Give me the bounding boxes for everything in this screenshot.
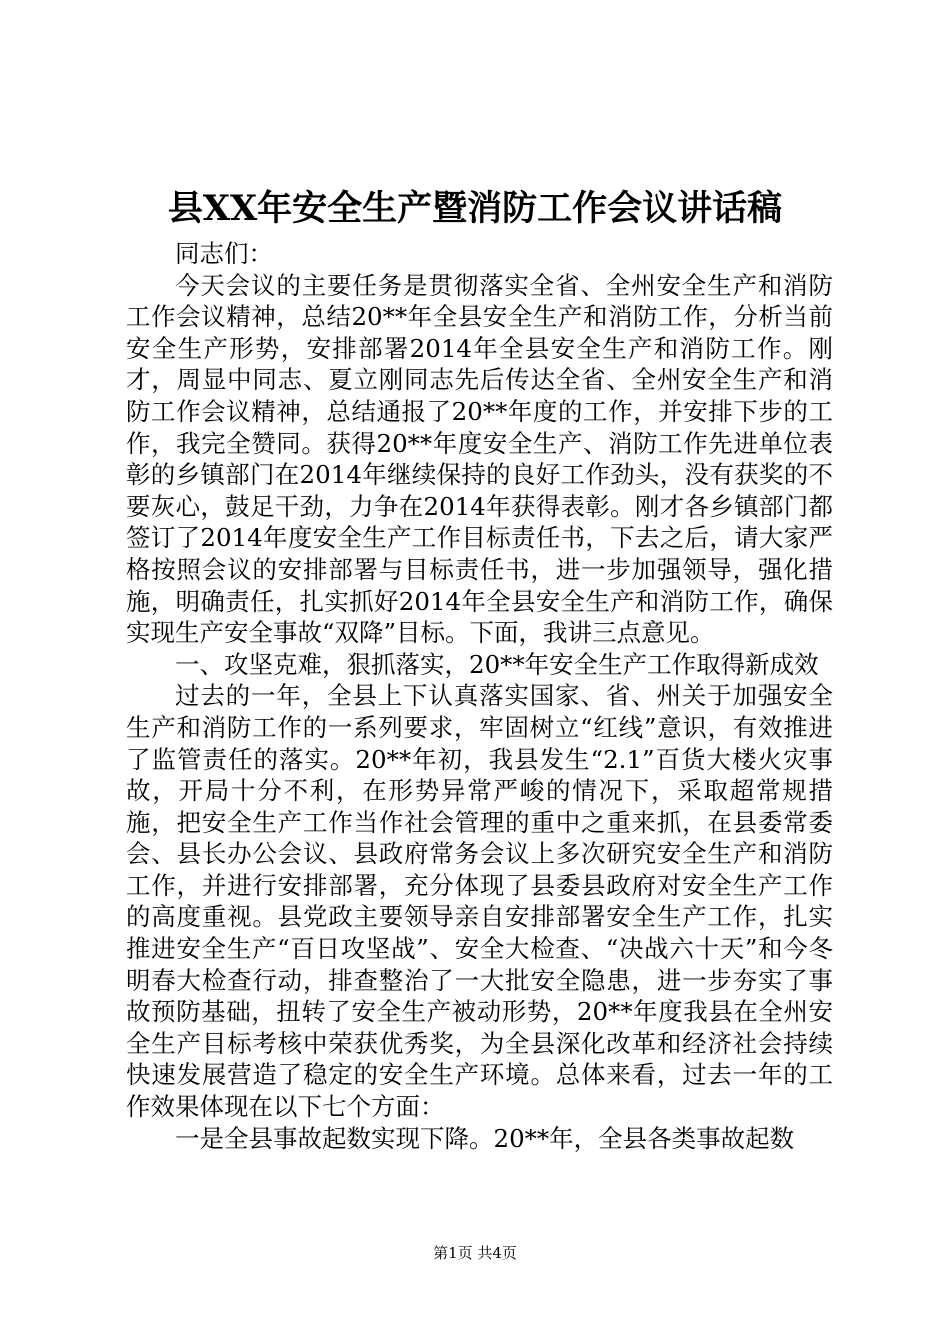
section-heading-1: 一、攻坚克难，狠抓落实，20**年安全生产工作取得新成效 [175, 649, 819, 679]
salutation: 同志们： [175, 239, 273, 268]
document-title: 县XX年安全生产暨消防工作会议讲话稿 [167, 188, 783, 229]
paragraph-intro: 今天会议的主要任务是贯彻落实全省、全州安全生产和消防工作会议精神，总结20**年全县安全生产和消防工作，分析当前安全生产形势，安排部署2014年全县安全生产和消防工作。刚才，周显中同志、夏立刚同志先后传达全省、全州安全生产和消防工作会议精神，总结通报了20**年度的工作，并安排下步的工作，我完全赞同。获得20**年度安全生产、消防工作先进单位表彰的乡镇部门在2014年继续保持的良好工作劲头，没有获奖的不要灰心，鼓足干劲，力争在2014年获得表彰。刚才各乡镇部门都签订了2014年度安全生产工作目标责任书，下去之后，请大家严格按照会议的安排部署与目标责任书，进一步加强领导，强化措施，明确责任，扎实抓好2014年全县安全生产和消防工作，确保实现生产安全事故“双降”目标。下面，我讲三点意见。 [126, 270, 833, 648]
paragraph-point-1: 一是全县事故起数实现下降。20**年，全县各类事故起数 [175, 1123, 795, 1153]
page-footer: 第1页 共4页 [433, 1244, 517, 1262]
paragraph-review: 过去的一年，全县上下认真落实国家、省、州关于加强安全生产和消防工作的一系列要求，牢固树立“红线”意识，有效推进了监管责任的落实。20**年初，我县发生“2.1”百货大楼火灾事故，开局十分不利，在形势异常严峻的情况下，采取超常规措施，把安全生产工作当作社会管理的重中之重来抓，在县委常委会、县长办公会议、县政府常务会议上多次研究安全生产和消防工作，并进行安排部署，充分体现了县委县政府对安全生产工作的高度重视。县党政主要领导亲自安排部署安全生产工作，扎实推进安全生产“百日攻坚战”、安全大检查、“决战六十天”和今冬明春大检查行动，排查整治了一大批安全隐患，进一步夯实了事故预防基础，扭转了安全生产被动形势，20**年度我县在全州安全生产目标考核中荣获优秀奖，为全县深化改革和经济社会持续快速发展营造了稳定的安全生产环境。总体来看，过去一年的工作效果体现在以下七个方面： [126, 681, 833, 1122]
document-body [126, 238, 833, 1154]
